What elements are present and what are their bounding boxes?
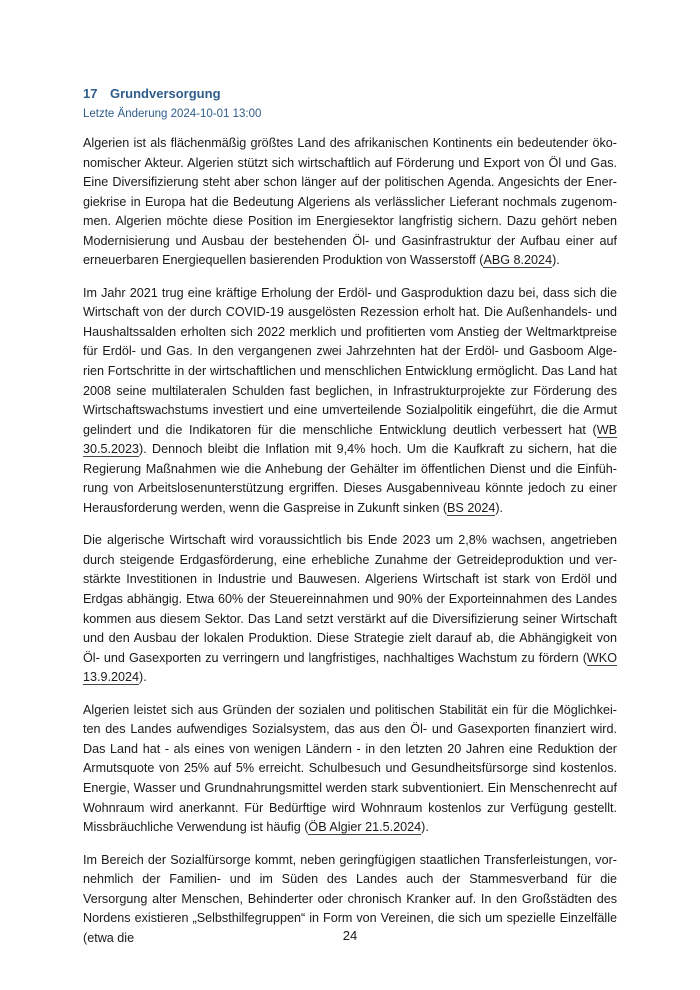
- paragraph-text: ). Dennoch bleibt die Inflation mit 9,4% hoch. Um die Kaufkraft zu sichern, hat die Regierung Maßnahmen wie die Anhebung der Gehälter im öffentlichen Dienst und die Einführung von Arbeitslosenunterstützung ergriffen. Dieses Ausgabenniveau könnte jedoch zu einer Herausforderung werden, wenn die Gaspreise in Zukunft sinken (: [83, 442, 617, 515]
- paragraph-text: Die algerische Wirtschaft wird voraussichtlich bis Ende 2023 um 2,8% wachsen, angetrieben durch steigende Erdgasförderung, eine erhebliche Zunahme der Getreideproduktion und verstärkte Investitionen in Industrie und Bauwesen. Algeriens Wirtschaft ist stark von Erdöl und Erdgas abhängig. Etwa 60% der Steuereinnahmen und 90% der Exporteinnahmen des Landes kommen aus diesem Sektor. Das Land setzt verstärkt auf die Diversifizierung seiner Wirtschaft und den Ausbau der lokalen Produktion. Diese Strategie zielt darauf ab, die Abhängigkeit von Öl- und Gasexporten zu verringern und langfristiges, nachhaltiges Wachstum zu fördern (: [83, 533, 617, 665]
- document-page: [83, 86, 617, 948]
- section-title: Grundversorgung: [110, 86, 221, 101]
- paragraph: [83, 134, 617, 271]
- paragraph: [83, 284, 617, 519]
- citation-link[interactable]: WKO 13.9.2024: [83, 650, 617, 685]
- paragraph-text: Im Jahr 2021 trug eine kräftige Erholung der Erdöl- und Gasproduktion dazu bei, dass sich die Wirtschaft von der durch COVID-19 ausgelösten Rezession erholt hat. Die Außenhandels- und Haushaltssalden erholten sich 2022 merklich und profitierten vom Anstieg der Weltmarktpreise für Erdöl- und Gas. In den vergangenen zwei Jahrzehnten hat der Erdöl- und Gasboom Algerien Fortschritte in der wirtschaftlichen und menschlichen Entwicklung ermöglicht. Das Land hat 2008 seine multilateralen Schulden fast beglichen, in Infrastrukturprojekte zur Förderung des Wirtschaftswachstums investiert und eine umverteilende Sozialpolitik eingeführt, die die Armut gelindert und die Indikatoren für die menschliche Entwicklung deutlich verbessert hat (: [83, 285, 617, 437]
- citation-link[interactable]: WB 30.5.2023: [83, 422, 617, 457]
- paragraph-text: ).: [552, 253, 560, 268]
- section-number: 17: [83, 86, 98, 101]
- citation-link[interactable]: BS 2024: [447, 500, 496, 515]
- paragraph: [83, 701, 617, 838]
- paragraph-text: Algerien ist als flächenmäßig größtes Land des afrikanischen Kontinents ein bedeutender ökonomischer Akteur. Algerien stützt sich wirtschaftlich auf Förderung und Export von Öl und Gas. Eine Diversifizierung steht aber schon länger auf der politischen Agenda. Angesichts der Energiekrise in Europa hat die Bedeutung Algeriens als verlässlicher Lieferant nochmals zugenommen. Algerien möchte diese Position im Energiesektor langfristig sichern. Dazu gehört neben Modernisierung und Ausbau der bestehenden Öl- und Gasinfrastruktur der Aufbau einer auf erneuerbaren Energiequellen basierenden Produktion von Wasserstoff (: [83, 136, 617, 268]
- citation-link[interactable]: ÖB Algier 21.5.2024: [308, 820, 422, 835]
- paragraph-text: ).: [421, 820, 429, 835]
- paragraph-text: Im Bereich der Sozialfürsorge kommt, neben geringfügigen staatlichen Transferleistungen, vornehmlich der Familien- und im Süden des Landes auch der Stammesverband für die Versorgung alter Menschen, Behinderter oder chronisch Kranker auf. In den Großstädten des Nordens existieren „Selbsthilfegruppen“ in Form von Vereinen, die sich um spezielle Einzelfälle (etwa die: [83, 852, 617, 945]
- citation-link[interactable]: ABG 8.2024: [483, 253, 553, 268]
- last-change-date: Letzte Änderung 2024-10-01 13:00: [83, 108, 262, 120]
- paragraph-text: ).: [139, 670, 147, 685]
- page-number: 24: [342, 928, 358, 943]
- paragraph-text: ).: [495, 500, 504, 515]
- paragraph: [83, 531, 617, 687]
- section-heading: [83, 86, 617, 102]
- paragraph-text: Algerien leistet sich aus Gründen der sozialen und politischen Stabilität ein für die Möglichkeiten des Landes aufwendiges Sozialsystem, das aus den Öl- und Gasexporten finanziert wird. Das Land hat - als eines von wenigen Ländern - in den letzten 20 Jahren eine Reduktion der Armutsquote von 25% auf 5% erreicht. Schulbesuch und Gesundheitsfürsorge sind kostenlos. Energie, Wasser und Grundnahrungsmittel werden stark subventioniert. Ein Menschenrecht auf Wohnraum wird anerkannt. Für Bedürftige wird Wohnraum kostenlos zur Verfügung gestellt. Missbräuchliche Verwendung ist häufig (: [83, 702, 617, 835]
